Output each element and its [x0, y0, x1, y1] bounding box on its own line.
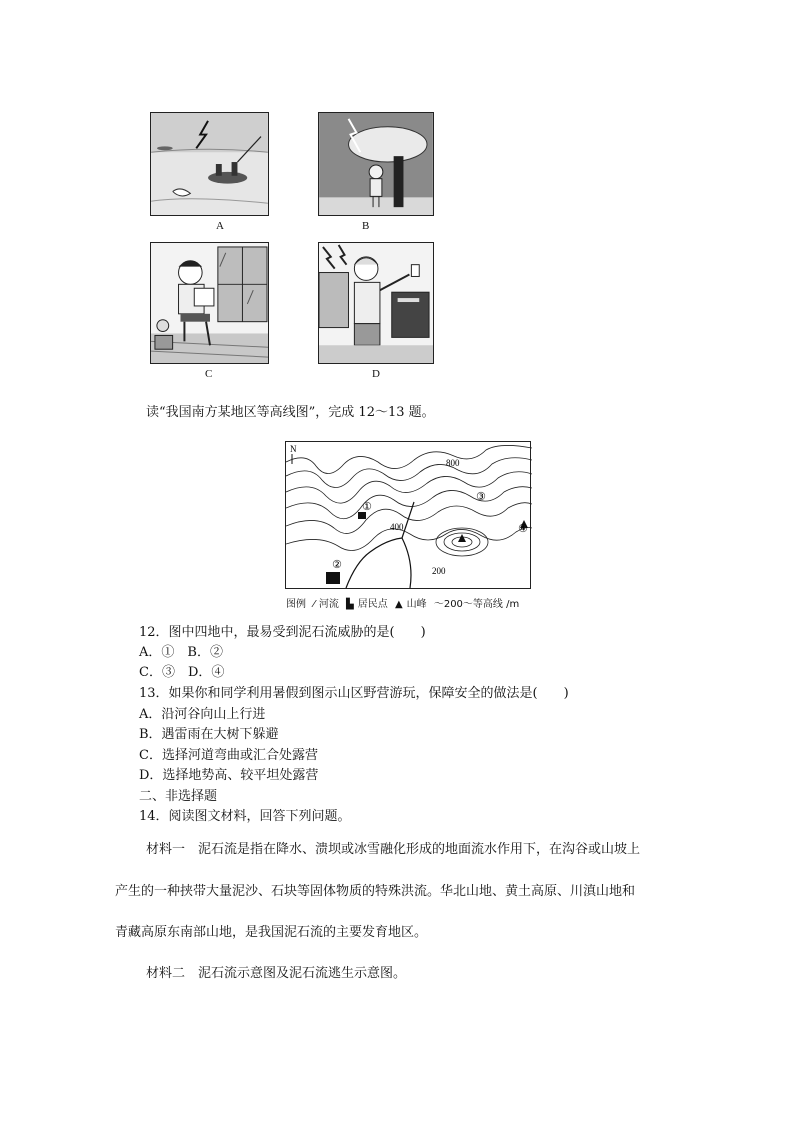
material-1-line-3: 青藏高原东南部山地，是我国泥石流的主要发育地区。	[115, 925, 428, 940]
material-1-line-2: 产生的一种挟带大量泥沙、石块等固体物质的特殊洪流。华北山地、黄土高原、川滇山地和	[115, 884, 636, 899]
point-1-label: ①	[362, 500, 372, 513]
legend-contour: ～200～等高线 /m	[433, 599, 520, 610]
settlement-1-marker	[358, 512, 366, 519]
question-13-option-d: D．选择地势高、较平坦处露营	[139, 768, 319, 783]
point-3-label: ③	[476, 490, 486, 503]
question-13-option-a: A．沿河谷向山上行进	[139, 707, 266, 722]
question-13-option-b: B．遇雷雨在大树下躲避	[139, 727, 279, 742]
figure-b-image	[318, 112, 434, 216]
question-12-options-cd: C．③ D．④	[139, 665, 225, 680]
legend-river: 河流	[318, 599, 339, 610]
question-14: 14．阅读图文材料，回答下列问题。	[139, 809, 351, 824]
question-12-options-ab: A．① B．②	[139, 645, 223, 660]
peak-legend-icon: ▲	[394, 599, 403, 610]
figure-b-drawing	[319, 113, 433, 215]
contour-map-drawing	[286, 442, 532, 590]
river-legend-icon: ⁄	[313, 599, 315, 610]
figure-d-label: D	[372, 368, 380, 380]
section-2-heading: 二、非选择题	[139, 789, 218, 804]
legend-title: 图例	[286, 599, 306, 610]
figure-d-drawing	[319, 243, 433, 363]
question-13: 13．如果你和同学利用暑假到图示山区野营游玩，保障安全的做法是( )	[139, 686, 569, 701]
map-legend	[286, 595, 523, 610]
contour-map	[285, 441, 531, 589]
point-4-label: ④	[518, 522, 528, 535]
question-12: 12．图中四地中，最易受到泥石流威胁的是( )	[139, 625, 426, 640]
figure-a-image	[150, 112, 269, 216]
contour-label-800: 800	[446, 458, 460, 468]
settlement-legend-icon: ▙	[346, 599, 354, 610]
peak-marker	[458, 534, 466, 542]
figure-a-label: A	[216, 220, 224, 232]
figure-c-image	[150, 242, 269, 364]
point-2-label: ②	[332, 558, 342, 571]
question-13-option-c: C．选择河道弯曲或汇合处露营	[139, 748, 318, 763]
figure-c-drawing	[151, 243, 268, 363]
settlement-2-marker	[326, 572, 340, 584]
legend-peak: 山峰	[406, 599, 427, 610]
intro-line: 读“我国南方某地区等高线图”，完成 12～13 题。	[146, 405, 435, 420]
figure-d-image	[318, 242, 434, 364]
north-arrow-label: N	[290, 444, 297, 454]
material-2-line: 材料二 泥石流示意图及泥石流逃生示意图。	[146, 966, 407, 981]
figure-c-label: C	[205, 368, 213, 380]
contour-label-400: 400	[390, 522, 404, 532]
figure-a-drawing	[151, 113, 268, 215]
material-1-line-1: 材料一 泥石流是指在降水、溃坝或冰雪融化形成的地面流水作用下，在沟谷或山坡上	[146, 842, 641, 857]
contour-label-200: 200	[432, 566, 446, 576]
figure-b-label: B	[362, 220, 370, 232]
legend-settlement: 居民点	[357, 599, 388, 610]
